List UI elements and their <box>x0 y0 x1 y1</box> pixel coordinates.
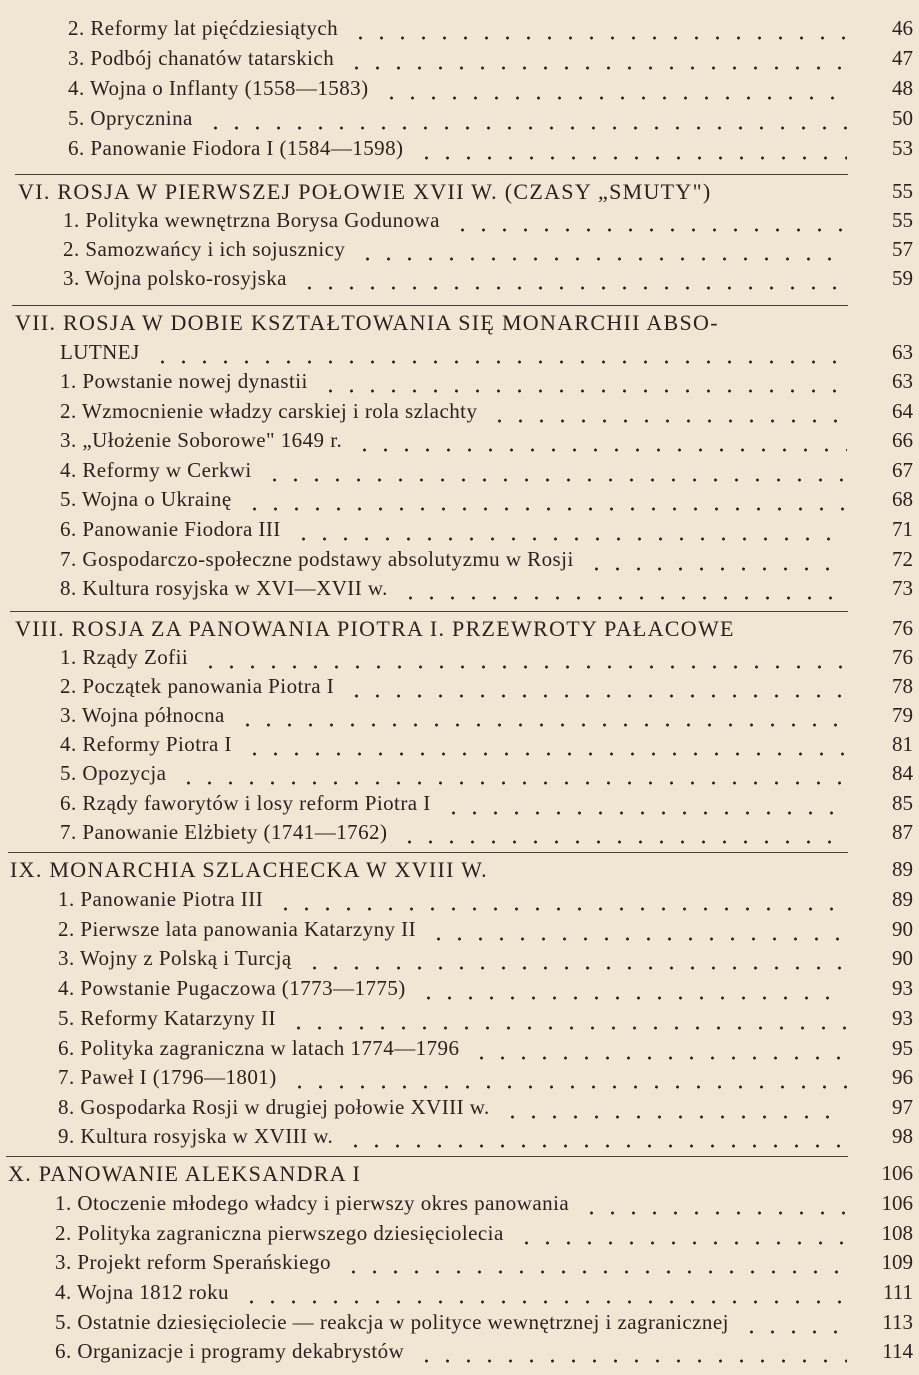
toc-entry-row <box>0 1036 919 1066</box>
entry-title: 2. Polityka zagraniczna pierwszego dziesięciolecia <box>55 1221 504 1245</box>
toc-entry-row <box>0 458 919 488</box>
toc-entry-row <box>0 487 919 517</box>
page-number: 46 <box>892 16 913 40</box>
page-number: 68 <box>892 487 913 511</box>
dot-leader <box>381 95 847 101</box>
page-number: 73 <box>892 576 913 600</box>
page-number: 55 <box>892 208 913 232</box>
toc-entry-row <box>0 887 919 917</box>
entry-title: 3. Wojna północna <box>60 703 225 727</box>
toc-entry-row <box>0 340 919 370</box>
chapter-title: VI. ROSJA W PIERWSZEJ POŁOWIE XVII W. (CZASY „SMUTY") <box>18 179 712 204</box>
toc-entry-row <box>0 917 919 947</box>
dot-leader <box>357 256 847 262</box>
toc-chapter-row <box>0 857 919 887</box>
dot-leader <box>299 285 847 291</box>
page-number: 79 <box>892 703 913 727</box>
entry-title: 7. Panowanie Elżbiety (1741—1762) <box>60 820 388 844</box>
dot-leader <box>581 1210 847 1216</box>
toc-entry-row <box>0 1280 919 1310</box>
entry-title: 4. Wojna 1812 roku <box>55 1280 230 1304</box>
dot-leader <box>264 477 847 483</box>
entry-title: 3. Podbój chanatów tatarskich <box>68 46 335 70</box>
toc-entry-row <box>0 369 919 399</box>
dot-leader <box>244 506 847 512</box>
entry-title: 5. Oprycznina <box>68 106 193 130</box>
toc-entry-row <box>0 946 919 976</box>
toc-entry-row <box>0 791 919 821</box>
entry-title: 3. Projekt reform Sperańskiego <box>55 1250 331 1274</box>
page-number: 71 <box>892 517 913 541</box>
dot-leader <box>443 810 847 816</box>
toc-entry-row <box>0 1310 919 1340</box>
dot-leader <box>418 995 847 1001</box>
entry-title: 6. Panowanie Fiodora III <box>60 517 281 541</box>
toc-entry-row <box>0 547 919 577</box>
page-number: 63 <box>892 340 913 364</box>
dot-leader <box>489 418 847 424</box>
entry-title: 1. Powstanie nowej dynastii <box>60 369 308 393</box>
page-number: 50 <box>892 106 913 130</box>
dot-leader <box>304 965 847 971</box>
entry-title: 2. Pierwsze lata panowania Katarzyny II <box>58 917 417 941</box>
entry-title: 8. Kultura rosyjska w XVI—XVII w. <box>60 576 388 600</box>
page-number: 113 <box>882 1310 913 1334</box>
page-number: 76 <box>892 616 913 640</box>
chapter-divider <box>6 1156 848 1157</box>
page-number: 108 <box>881 1221 913 1245</box>
entry-title: 1. Panowanie Piotra III <box>58 887 264 911</box>
toc-entry-row <box>0 645 919 675</box>
dot-leader <box>471 1055 847 1061</box>
toc-entry-row <box>0 732 919 762</box>
toc-entry-row <box>0 1339 919 1369</box>
dot-leader <box>400 595 847 601</box>
dot-leader <box>320 388 847 394</box>
page-number: 106 <box>881 1191 913 1215</box>
toc-entry-row <box>0 1065 919 1095</box>
dot-leader <box>289 1084 847 1090</box>
page-number: 89 <box>892 887 913 911</box>
toc-entry-row <box>0 237 919 267</box>
entry-title: 4. Powstanie Pugaczowa (1773—1775) <box>58 976 406 1000</box>
toc-entry-row <box>0 16 919 46</box>
page-number: 55 <box>892 179 913 203</box>
dot-leader <box>200 664 847 670</box>
entry-title: 6. Polityka zagraniczna w latach 1774—1796 <box>58 1036 460 1060</box>
entry-title: 6. Organizacje i programy dekabrystów <box>55 1339 405 1363</box>
toc-entry-row <box>0 1124 919 1154</box>
toc-entry-row <box>0 761 919 791</box>
dot-leader <box>741 1329 847 1335</box>
page-number: 114 <box>882 1339 913 1363</box>
dot-leader <box>346 693 847 699</box>
entry-title: 2. Początek panowania Piotra I <box>60 674 335 698</box>
toc-entry-row <box>0 106 919 136</box>
entry-title: 8. Gospodarka Rosji w drugiej połowie XVIII w. <box>58 1095 490 1119</box>
dot-leader <box>288 1025 847 1031</box>
toc-entry-row <box>0 399 919 429</box>
page-number: 48 <box>892 76 913 100</box>
page-number: 59 <box>892 266 913 290</box>
toc-entry-row <box>0 1006 919 1036</box>
toc-entry-row <box>0 46 919 76</box>
chapter-divider <box>8 852 848 853</box>
toc-entry-row <box>0 820 919 850</box>
dot-leader <box>244 751 847 757</box>
chapter-title: VIII. ROSJA ZA PANOWANIA PIOTRA I. PRZEWROTY PAŁACOWE <box>15 616 735 641</box>
page-number: 64 <box>892 399 913 423</box>
toc-entry-row <box>0 576 919 606</box>
chapter-title: VII. ROSJA W DOBIE KSZTAŁTOWANIA SIĘ MONARCHII ABSO- <box>15 310 719 335</box>
entry-title: 4. Wojna o Inflanty (1558—1583) <box>68 76 369 100</box>
page-number: 90 <box>892 946 913 970</box>
page-number: 111 <box>883 1280 913 1304</box>
page-number: 90 <box>892 917 913 941</box>
entry-title: 2. Samozwańcy i ich sojusznicy <box>63 237 346 261</box>
dot-leader <box>343 1269 847 1275</box>
toc-entry-row <box>0 517 919 547</box>
toc-chapter-row <box>0 310 919 340</box>
dot-leader <box>350 35 847 41</box>
entry-title: LUTNEJ <box>60 340 140 364</box>
page-number: 66 <box>892 428 913 452</box>
page-number: 67 <box>892 458 913 482</box>
toc-entry-row <box>0 1191 919 1221</box>
dot-leader <box>516 1240 847 1246</box>
entry-title: 9. Kultura rosyjska w XVIII w. <box>58 1124 334 1148</box>
chapter-divider <box>12 305 848 306</box>
dot-leader <box>586 566 847 572</box>
chapter-divider <box>10 611 848 612</box>
entry-title: 5. Ostatnie dziesięciolecie — reakcja w polityce wewnętrznej i zagranicznej <box>55 1310 729 1334</box>
page-number: 78 <box>892 674 913 698</box>
entry-title: 5. Wojna o Ukrainę <box>60 487 232 511</box>
entry-title: 2. Reformy lat pięćdziesiątych <box>68 16 339 40</box>
toc-entry-row <box>0 208 919 238</box>
entry-title: 4. Reformy Piotra I <box>60 732 232 756</box>
dot-leader <box>452 227 847 233</box>
chapter-title: IX. MONARCHIA SZLACHECKA W XVIII W. <box>10 857 488 882</box>
entry-title: 2. Wzmocnienie władzy carskiej i rola szlachty <box>60 399 478 423</box>
dot-leader <box>399 839 847 845</box>
entry-title: 5. Reformy Katarzyny II <box>58 1006 276 1030</box>
page-number: 81 <box>892 732 913 756</box>
toc-entry-row <box>0 674 919 704</box>
dot-leader <box>205 125 847 131</box>
page-number: 106 <box>881 1161 913 1185</box>
page-number: 98 <box>892 1124 913 1148</box>
dot-leader <box>237 722 847 728</box>
entry-title: 3. Wojny z Polską i Turcją <box>58 946 292 970</box>
dot-leader <box>178 780 847 786</box>
entry-title: 4. Reformy w Cerkwi <box>60 458 252 482</box>
dot-leader <box>293 536 847 542</box>
page-number: 47 <box>892 46 913 70</box>
toc-chapter-row <box>0 616 919 646</box>
toc-entry-row <box>0 266 919 296</box>
dot-leader <box>275 906 847 912</box>
entry-title: 6. Rządy faworytów i losy reform Piotra I <box>60 791 431 815</box>
dot-leader <box>152 359 847 365</box>
page-number: 63 <box>892 369 913 393</box>
page-number: 53 <box>892 136 913 160</box>
page-number: 57 <box>892 237 913 261</box>
dot-leader <box>416 155 848 161</box>
dot-leader <box>354 447 847 453</box>
toc-entry-row <box>0 76 919 106</box>
toc-entry-row <box>0 1250 919 1280</box>
entry-title: 3. Wojna polsko-rosyjska <box>63 266 287 290</box>
page-number: 85 <box>892 791 913 815</box>
entry-title: 3. „Ułożenie Soborowe" 1649 r. <box>60 428 343 452</box>
toc-entry-row <box>0 428 919 458</box>
entry-title: 7. Gospodarczo-społeczne podstawy absolutyzmu w Rosji <box>60 547 574 571</box>
entry-title: 7. Paweł I (1796—1801) <box>58 1065 277 1089</box>
dot-leader <box>346 65 847 71</box>
toc-entry-row <box>0 136 919 166</box>
toc-chapter-row <box>0 179 919 209</box>
page-number: 96 <box>892 1065 913 1089</box>
entry-title: 6. Panowanie Fiodora I (1584—1598) <box>68 136 404 160</box>
toc-chapter-row <box>0 1161 919 1191</box>
page-number: 93 <box>892 1006 913 1030</box>
toc-entry-row <box>0 1095 919 1125</box>
chapter-title: X. PANOWANIE ALEKSANDRA I <box>8 1161 362 1186</box>
page-number: 97 <box>892 1095 913 1119</box>
page-number: 95 <box>892 1036 913 1060</box>
dot-leader <box>502 1114 847 1120</box>
entry-title: 1. Otoczenie młodego władcy i pierwszy okres panowania <box>55 1191 570 1215</box>
page-number: 87 <box>892 820 913 844</box>
toc-entry-row <box>0 1221 919 1251</box>
page-number: 89 <box>892 857 913 881</box>
page-number: 109 <box>881 1250 913 1274</box>
dot-leader <box>345 1143 847 1149</box>
page-number: 76 <box>892 645 913 669</box>
dot-leader <box>428 936 847 942</box>
entry-title: 1. Polityka wewnętrzna Borysa Godunowa <box>63 208 440 232</box>
page-number: 93 <box>892 976 913 1000</box>
toc-entry-row <box>0 703 919 733</box>
entry-title: 1. Rządy Zofii <box>60 645 189 669</box>
toc-entry-row <box>0 976 919 1006</box>
page-number: 84 <box>892 761 913 785</box>
dot-leader <box>416 1358 847 1364</box>
chapter-divider <box>15 174 848 175</box>
dot-leader <box>241 1299 847 1305</box>
entry-title: 5. Opozycja <box>60 761 167 785</box>
page-number: 72 <box>892 547 913 571</box>
